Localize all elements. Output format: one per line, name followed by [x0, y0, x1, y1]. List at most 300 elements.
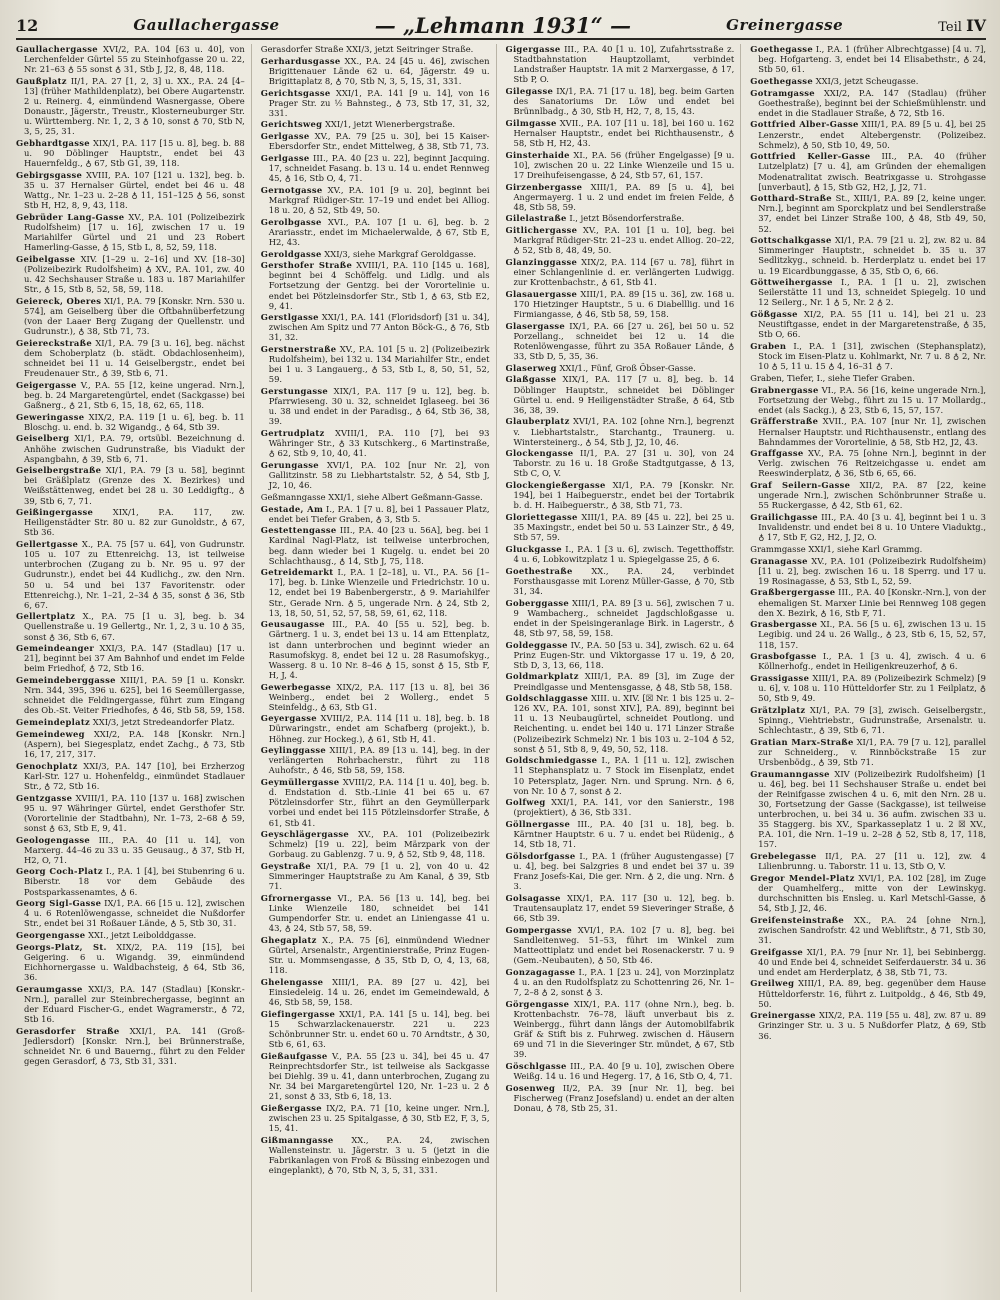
street-name: Grabnergasse [750, 384, 819, 395]
street-name: Georg Coch-Platz [16, 866, 103, 877]
street-name: Greifgasse [750, 946, 803, 957]
street-name: Gellertgasse [16, 539, 79, 550]
street-entry [506, 967, 735, 997]
street-entry [750, 309, 986, 339]
street-entry [750, 448, 986, 478]
street-entry [506, 893, 735, 923]
street-entry [261, 249, 490, 259]
street-description: XV., P.A. 101 (Polizeibezirk Schmelz) [19 u. 22], beim Märzpark von der Gorbaug. zu Gablenzg. 7 u. 9, ♁ 52, Stb 9, 48, 118. [268, 829, 490, 860]
street-description: XII/2, P.A. 87 [22, keine ungerade Nrn.], zwischen Schönbrunner Straße u. 55 Ruckergasse, ♁ 42, Stb 61, 62. [758, 480, 986, 511]
street-description: XIX/1, P.A. 117 [15 u. 8], beg. b. 88 u. 90 Döblinger Hauptstr., endet bei 43 Hauernfeldg., ♁ 67, Stb G1, 39, 118. [24, 138, 245, 169]
street-description: XVI/1, P.A. 102 [nur Nr. 2], von Gallitzinstr. 58 zu Liebhartstalstr. 52, ♁ 54, Stb J, J2, 10, 46. [268, 459, 490, 491]
street-description: XVI/1, P.A. 102 [7 u. 8], beg. bei Sandleitenweg. 51–53, führt im Winkel zum Matteottiplatz und endet bei Rosenackerstr. 7 u. 9 (Gem.-Neubauten), ♁ 50, Stb 46. [513, 924, 735, 966]
street-description: XXI/1, P.A. 141 [9 u. 14], von 16 Prager Str. zu ½ Bahnsteg., ♁ 73, Stb 17, 31, 32, 331. [268, 87, 490, 118]
street-entry [750, 1010, 986, 1040]
street-name: Gitlichergasse [505, 225, 578, 236]
street-entry [261, 119, 490, 129]
street-name: Gotthard-Straße [750, 193, 832, 204]
street-entry [261, 1051, 490, 1101]
street-description: XVIII/2, P.A. 114 [11 u. 18], beg. b. 18 Dürwaringstr., endet am Schafberg (projekt.), b. Höhneg. zur Hockeg.), ♁ 61, Stb H, 41. [268, 713, 490, 744]
street-description: XVIII, P.A. 107 [121 u. 132], beg. b. 35 u. 37 Hernalser Gürtel, endet bei 46 u. 48 Wattg., Nr. 1–23 u. 2–28 ♁ 11, 151–125 ♁ 56, sonst Stb H, H2, 8, 9, 43, 118. [24, 169, 245, 211]
street-description: XI/1, P.A. 79 [Konskr. Nr. 194], bei 1 Haibeguerstr., endet bei der Tortabrik b. d. H. Haibeguerstr., ♁ 38, Stb 71, 73. [513, 480, 735, 511]
street-description: X., P.A. 75 [57 u. 64], von Gudrunstr. 105 u. 107 zu Ettenreichg. 13, ist teilweise unterbrochen (Zugang zu b. Nr. 95 u. 97 der Gudrunstr.), endet bei 44 Kudlichg., zw. den Nrn. 50 u. 54 und bei 137 Favoritenstr. oder Ettenreichg.), Nr. 1–21, 2–34 ♁ 35, sonst ♁ 36, Stb 6, 67. [24, 539, 245, 610]
street-entry [16, 942, 245, 982]
street-name: Girzenbergasse [505, 181, 583, 192]
street-description: I., P.A. 1 [1 u. 2], zwischen Seilerstätte 11 und 13, schneidet Spiegelg. 10 und 12 Seilerg., Nr. 1 ♁ 5, Nr. 2 ♁ 2. [758, 277, 986, 308]
street-name: Geraumgasse [16, 983, 83, 994]
street-entry [506, 448, 735, 478]
column-3 [506, 44, 742, 1292]
street-entry [16, 170, 245, 210]
street-name: Golsagasse [505, 892, 561, 903]
street-name: Gosenweg [505, 1082, 556, 1093]
street-entry [261, 1009, 490, 1049]
street-description: XIX/2, P.A. 119 [55 u. 48], zw. 87 u. 89 Grinzinger Str. u. 3 u. 5 Nußdorfer Platz, ♁ 69, Stb 36. [758, 1010, 986, 1041]
street-description: XIX/2, P.A. 114 [67 u. 78], führt in einer Schlangenlinie d. er. verlängerten Ludwigg. zur Krottenbachstr., ♁ 61, Stb 41. [513, 257, 735, 288]
street-entry [261, 386, 490, 426]
street-description: XV., P.A. 101 (Polizeibezirk Rudolfsheim) [11 u. 2], beg. zwischen 16 u. 18 Sperrg. und 17 u. 19 Rosinagasse, ♁ 53, Stb L, 52, 59. [758, 555, 986, 586]
street-description: XXI/3, P.A. 147 (Stadlau) [Konskr.-Nrn.], parallel zur Steinbrechergasse, beginnt an der Eduard Fischer-G., endet Wagramerstr., ♁ 72, Stb 16. [24, 983, 245, 1025]
street-entry [261, 935, 490, 975]
street-entry [506, 480, 735, 510]
street-description: XIII/1, P.A. 89 [13 u. 14], beg. in der verlängerten Rohrbacherstr., führt zu 118 Auhofstr., ♁ 46, Stb 58, 59, 158. [268, 745, 490, 776]
street-entry [16, 1026, 245, 1066]
street-entry [261, 344, 490, 384]
street-name: Glauberplatz [505, 416, 570, 427]
street-entry [750, 277, 986, 307]
street-entry [506, 182, 735, 212]
street-description: XI/1, P.A. 79 [1 u. 2], von 40 u. 42 Simmeringer Hauptstraße zu Am Kanal, ♁ 39, Stb 71. [268, 861, 490, 892]
street-entry [261, 1103, 490, 1133]
street-name: Gößgasse [750, 309, 798, 320]
street-entry [261, 525, 490, 565]
street-entry [261, 619, 490, 680]
column-4 [750, 44, 986, 1292]
street-description: XIII/1, P.A. 89 [5 u. 4], bei Angermayerg. 1 u. 2 und endet im freien Felde, ♁ 48, Stb 58, 59. [513, 181, 735, 212]
street-description: I., jetzt Bösendorferstraße. [566, 213, 685, 224]
street-entry [16, 465, 245, 505]
street-description: II/1, P.A. 27 [11 u. 12], zw. 4 Lilienbrunng. u. Taborstr. 11 u. 13, Stb O, V. [758, 850, 986, 872]
street-name: Gertrudplatz [260, 428, 325, 439]
street-entry [506, 213, 735, 223]
street-name: Gräfferstraße [750, 416, 819, 427]
street-name: Gerichtsgasse [260, 87, 331, 98]
street-entry [261, 428, 490, 458]
street-entry [16, 675, 245, 715]
street-name: Geusaugasse [260, 619, 325, 630]
street-entry [261, 88, 490, 118]
street-name: Gilelastraße [505, 213, 567, 224]
street-name: Görgengasse [505, 998, 570, 1009]
street-name: Gebirgsgasse [16, 169, 83, 180]
street-description: I., P.A. 1 [2–18], u. VI., P.A. 56 [1–17], beg. b. Linke Wienzeile und Friedrichstr. 10 u. 12, endet bei 19 Babenbergerstr., ♁ 9. Mariahilfer Str., Gerade Nrn. ♁ 5, ungerade Nrn. ♁ 24, Stb 2, 13, 18, 50, 51, 52, 57, 58, 59, 61, 62, 118. [268, 567, 490, 618]
street-entry [261, 312, 490, 342]
street-entry [506, 225, 735, 255]
street-description: XX., P.A. 24 [45 u. 46], zwischen Brigittenauer Lände 62 u. 64, Jägerstr. 49 u. Brigittaplatz 8, ♁ 70, Stb N, 3, 5, 15, 31, 331. [268, 55, 490, 86]
street-description: I., P.A. 1 (früher Albrechtgasse) [4 u. 7], beg. Hofgarteng. 3, endet bei 14 Elisabethstr., ♁ 24, Stb 50, 61. [758, 44, 986, 75]
street-entry [506, 755, 735, 795]
street-name: Graf Seilern-Gasse [750, 480, 851, 491]
street-description: VI., P.A. 56 [13 u. 14], beg. bei Linke Wienzeile 180, schneidet bei 141 Gumpendorfer Str. u. endet an Liniengasse 41 u. 43, ♁ 24, Stb 57, 58, 59. [268, 892, 490, 934]
street-name: Geweringasse [16, 411, 85, 422]
street-entry [506, 925, 735, 965]
street-description: XIII/1, P.A. 89 [3], im Zuge der Preindlgasse und Mentensgasse, ♁ 48, Stb 58, 158. [513, 671, 735, 692]
street-entry [506, 851, 735, 891]
street-description: XIX/2, P.A. 117 [13 u. 8], bei 36 Weinberg., endet bei 2 Wollerg., endet 5 Steinfeldg., ♁ 63, Stb G1. [268, 681, 490, 712]
street-description: XXI/3, jetzt Scheugasse. [812, 75, 919, 86]
street-description: IX/1, P.A. 66 [15 u. 12], zwischen 4 u. 6 Rotenlöwengasse, schneidet die Nußdorfer Str., endet bei 31 Roßauer Lände, ♁ 5, Stb 30, 31. [24, 898, 245, 929]
street-entry [506, 598, 735, 638]
street-entry [261, 504, 490, 524]
street-description: IV., P.A. 50 [53 u. 34], zwisch. 62 u. 64 Prinz Eugen-Str. und Viktorgasse 17 u. 19, ♁ 20, Stb D, 3, 13, 66, 118. [513, 639, 735, 670]
street-name: Gerstnerstraße [260, 344, 337, 355]
street-entry [750, 769, 986, 850]
street-description: XVII., P.A. 107 [11 u. 18], bei 160 u. 162 Hernalser Hauptstr., endet bei Richthausenstr., ♁ 58, Stb H, H2, 43. [513, 117, 735, 149]
street-description: I., P.A. 1 [3 u. 6], zwisch. Tegetthoffstr. 4 u. 6, Lobkowitzplatz 1 u. Spiegelgasse 25, ♁ 6. [513, 543, 735, 564]
street-name: Goethegasse [750, 75, 813, 86]
street-entry [506, 544, 735, 564]
street-entry [16, 338, 245, 378]
street-description: III., P.A. 40 [1 u. 10], Zufahrtsstraße z. Stadtbahnstation Hauptzollamt, verbindet Landstraßer Hauptstr. 1A mit 2 Marxergasse, ♁ 17, Stb P, O. [513, 44, 735, 85]
street-entry [261, 460, 490, 490]
street-name: Geiselberg [16, 433, 70, 444]
street-entry [16, 866, 245, 896]
street-description: XIII/1, P.A. 89, beg. gegenüber dem Hause Hütteldorferstr. 16, führt z. Luitpoldg., ♁ 46, Stb 49, 50. [758, 978, 986, 1009]
street-name: Gerolbgasse [260, 216, 322, 227]
street-name: Gestade, Am [260, 503, 324, 514]
street-name: Goethestraße [505, 565, 573, 576]
street-name: Gerichtsweg [260, 119, 323, 130]
street-name: Graffgasse [750, 448, 804, 459]
street-entry [261, 153, 490, 183]
street-description: XXI/1, P.A. 141 (Floridsdorf) [31 u. 34], zwischen Am Spitz und 77 Anton Böck-G., ♁ 76, Stb 31, 32. [268, 312, 490, 343]
street-name: Gerstlgasse [260, 312, 319, 323]
street-entry [261, 861, 490, 891]
street-entry [16, 44, 245, 74]
street-entry [506, 44, 735, 84]
street-name: Graben [750, 340, 787, 351]
street-name: Genochplatz [16, 760, 78, 771]
street-description: St., XIII/1, P.A. 89 [2, keine unger. Nrn.], beginnt am Sporckplatz und bei Sendlerstraße 37, endet bei Linzer Straße 100, ♁ 48, Stb 49, 50, 52. [758, 193, 986, 234]
street-entry [506, 257, 735, 287]
street-name: Grätzlplatz [750, 704, 806, 715]
street-description: XIII/1, P.A. 89 [15 u. 36], zw. 168 u. 170 Hietzinger Hauptstr., 5 u. 6 Diabelllig. und 16 Firmiangasse, ♁ 46, Stb 58, 59, 158. [513, 288, 735, 320]
header-last-street: Greinergasse [726, 16, 844, 34]
street-entry [16, 793, 245, 833]
street-entry [506, 86, 735, 116]
street-description: XI., P.A. 56 (früher Engelgasse) [9 u. 10], zwischen 20 u. 22 Linke Wienzeile und 15 u. 17 Dreihufeisengasse, ♁ 24, Stb 57, 61, 157. [513, 149, 735, 180]
page-number: 12 [16, 15, 39, 35]
street-entry [750, 851, 986, 871]
street-name: Gerlgasse [260, 152, 310, 163]
street-description: XV., P.A. 101 (Polizeibezirk Rudolfsheim) [17 u. 16], zwischen 17 u. 19 Mariahilfer Gürtel und 21 und 23 Robert Hamerling-Gasse, ♁ 15, Stb L, 8, 52, 59, 118. [24, 211, 245, 253]
street-description: XXI/2, P.A. 147 (Stadlau) (früher Goethestraße), beginnt bei der Schießmühlenstr. und endet in die Stadlauer Straße, ♁ 72, Stb 16. [758, 87, 986, 118]
street-entry [750, 737, 986, 767]
street-name: Gemeindeweg [16, 728, 85, 739]
street-entry [261, 829, 490, 859]
street-description: XXI/3, P.A. 147 (Stadlau) [17 u. 21], beginnt bei 37 Am Bahnhof und endet im Felde beim Friedhof, ♁ 72, Stb 16. [24, 643, 245, 674]
street-description: XVIII/1, P.A. 110 [7], bei 93 Währinger Str., ♁ 33 Kutschkerg., 6 Martinstraße, ♁ 62, Stb 9, 10, 40, 41. [268, 428, 490, 459]
street-description: XI/1, P.A. 79 [3 u. 58], beginnt bei Gräßlplatz (Grenze des X. Bezirkes) und Weißstättenweg, endet bei 28 u. 30 Leddigftg., ♁ 39, Stb 6, 7, 71. [24, 465, 245, 506]
street-entry [750, 341, 986, 371]
street-name: Gießaufgasse [260, 1050, 328, 1061]
street-entry [750, 873, 986, 913]
street-description: V., P.A. 55 [12, keine ungerad. Nrn.], beg. b. 24 Margaretengürtel, endet (Sackgasse) bei Gaßnerg., ♁ 21, Stb 6, 15, 18, 62, 65, 118. [24, 379, 245, 410]
street-name: Glasergasse [505, 320, 566, 331]
street-description: XXI., jetzt Leibolddgasse. [85, 930, 197, 941]
street-description: XVIII/1, P.A. 110 [145 u. 168], beginnt bei 4 Schöffelg. und Lidlg. und als Fortsetzung der Gentzg. bei der Vorortelinie u. endet bei Pötzleinsdorfer Str., Stb 1, ♁ 63, Stb E2, 9, 41. [268, 260, 490, 311]
street-entry [506, 289, 735, 319]
street-entry [506, 693, 735, 754]
street-entry [750, 915, 986, 945]
street-description: XIII/1, P.A. 89 [5 u. 4], bei 25 Lenzerstr., endet Altebergenstr. (Polizeibez. Schmelz), ♁ 50, Stb 10, 49, 50. [758, 119, 986, 150]
street-name: Georg Sigl-Gasse [16, 898, 102, 909]
column-2 [261, 44, 497, 1292]
street-description: III., P.A. 40 (früher Lutzelplatz) [7 u. 4], am Gründen der ehemaligen Modenatralitat zwisch. Beatrixgasse u. Strohgasse [unverbaut], ♁ 15, Stb G2, H2, J, J2, 71. [758, 151, 986, 192]
street-description: XI/1, P.A. 79 [Konskr. Nrn. 530 u. 574], am Geiselberg über die Oftbahnüberfetzung (von der Laaer Berg Zugang der Quellenstr. und Gudrunstr.), ♁ 38, Stb 71, 73. [24, 295, 245, 337]
street-name: Gebhardtgasse [16, 138, 90, 149]
street-description: II/1, P.A. 27 [31 u. 30], von 24 Taborstr. zu 16 u. 18 Große Stadtgutgasse, ♁ 13, Stb C, O, V. [513, 448, 735, 479]
street-entry [506, 150, 735, 180]
street-name: Gonzagagasse [505, 966, 576, 977]
street-entry [16, 507, 245, 537]
street-entry [750, 512, 986, 542]
street-entry [750, 88, 986, 118]
street-entry [261, 682, 490, 712]
street-name: Gloriettegasse [505, 512, 578, 523]
street-name: Göllnergasse [505, 819, 571, 830]
street-description: XV., P.A. 101 [1 u. 10], beg. bei Markgraf Rüdiger-Str. 21–23 u. endet Alliog. 20–22, ♁ 52, Stb 8, 48, 49, 50. [513, 225, 735, 256]
street-name: Gewerbegasse [260, 681, 332, 692]
street-name: Geylinggasse [260, 745, 327, 756]
street-entry [506, 797, 735, 817]
street-name: Glasauergasse [505, 288, 578, 299]
street-name: Gernotgasse [260, 184, 323, 195]
street-entry [750, 556, 986, 586]
street-name: Gigergasse [505, 44, 561, 54]
street-name: Giefingergasse [260, 1008, 336, 1019]
street-description: Gerasdorfer Straße XXI/3, jetzt Seitringer Straße. [260, 44, 474, 54]
street-description: XV., P.A. 101 [9 u. 20], beginnt bei Markgraf Rüdiger-Str. 17–19 und endet bei Alliog. 18 u. 20, ♁ 52, Stb 49, 50. [268, 184, 490, 215]
street-name: Geymüllergasse [260, 777, 340, 788]
street-description: IX/1, P.A. 71 [17 u. 18], beg. beim Garten des Sanatoriums Dr. Löw und endet bei Brünnlbadg., ♁ 30, Stb H, H2, 7, 8, 15, 43. [513, 85, 735, 117]
street-name: Glanzinggasse [505, 257, 578, 268]
street-name: Goldeggasse [505, 639, 568, 650]
street-entry [261, 492, 490, 502]
street-name: Gfrornergasse [260, 892, 332, 903]
street-entry [506, 671, 735, 691]
street-name: Geologengasse [16, 834, 91, 845]
street-name: Geyschlägergasse [260, 829, 350, 840]
street-entry [506, 1061, 735, 1081]
street-description: XI/1, P.A. 79 [3], zwisch. Geiselbergstr., Spinng., Viehtriebstr., Gudrunstraße, Arsenalstr. u. Schlechtastr., ♁ 39, Stb 6, 71. [758, 704, 986, 736]
street-entry [750, 416, 986, 446]
street-entry [750, 619, 986, 649]
street-description: XVII., P.A. 107 [nur Nr. 1], zwischen Hernalser Hauptstr. und Richthausenstr., entlang des Bahndammes der Vorortelinie, ♁ 58, Stb H2, J2, 43. [758, 416, 986, 447]
street-name: Geystraße [260, 861, 311, 872]
street-name: Graßbergergasse [750, 587, 836, 598]
street-name: Glockengießergasse [505, 480, 606, 491]
street-description: XIII/1, P.A. 89 [27 u. 42], bei Einsiedeleig. 14 u. 26, endet im Gemeindewald, ♁ 46, Stb 58, 59, 158. [268, 976, 490, 1008]
street-entry [16, 254, 245, 294]
street-description: XXI/1, jetzt Wienerbergstraße. [322, 119, 456, 130]
street-entry [16, 729, 245, 759]
street-entry [506, 999, 735, 1060]
street-description: XX., P.A. 24, verbindet Forsthausgasse mit Lorenz Müller-Gasse, ♁ 70, Stb 31, 34. [513, 565, 735, 596]
street-name: Granagasse [750, 555, 808, 566]
street-name: Graumanngasse [750, 768, 830, 779]
street-entry [16, 138, 245, 168]
street-entry [506, 640, 735, 670]
street-entry [261, 893, 490, 933]
street-entry [750, 235, 986, 275]
street-description: XIII/1, P.A. 89 [3 u. 56], zwischen 7 u. 9 Wambacherg., schneidet Jagdschloßgasse u. endet in der Speisingeranlage Birk. in Lagerstr., ♁ 48, Stb 97, 58, 59, 158. [513, 597, 735, 638]
street-entry [16, 539, 245, 610]
street-description: XIX/2, P.A. 119 [1 u. 6], beg. b. 11 Bloschg. u. end. b. 32 Wigandg., ♁ 64, Stb 39. [24, 411, 245, 432]
street-entry [261, 745, 490, 775]
street-name: Gerstungasse [260, 386, 329, 397]
street-description: III., P.A. 40 [Konskr.-Nrn.], von der ehemaligen St. Marxer Linie bei Rennweg 108 gegen den X. Bezirk, ♁ 16, Stb F, 71. [758, 587, 986, 618]
street-description: II/1, P.A. 27 [1, 2, 3] u. XX., P.A. 24 [4–13] (früher Mathildenplatz), bei Obere Augartenstr. 2 u. Reinerg. 4, einmündend Wasnergasse, Obere Donaustr., Jägerstr., Treustr., Klosterneuburger Str. u. Württemberg. Nr. 1, 2, 3 ♁ 10, sonst ♁ 70, Stb N, 3, 5, 25, 31. [24, 75, 245, 137]
street-description: I., P.A. 1 [31], zwischen (Stephansplatz), Stock im Eisen-Platz u. Kohlmarkt, Nr. 7 u. 8 ♁ 2, Nr. 10 ♁ 5, 11 u. 15 ♁ 4, 16–31 ♁ 7. [758, 340, 986, 372]
street-description: XV., P.A. 101 [5 u. 2] (Polizeibezirk Rudolfsheim), bei 132 u. 134 Mariahilfer Str., endet bei 1 u. 3 Langauerg., ♁ 53, Stb L, 8, 50, 51, 52, 59. [268, 344, 490, 385]
street-description: XI/2, P.A. 55 [11 u. 14], bei 21 u. 23 Neustiftgasse, endet in der Margaretenstraße, ♁ 35, Stb O, 66. [758, 309, 986, 340]
street-name: Gestettengasse [260, 525, 337, 536]
street-name: Gaullachergasse [16, 44, 98, 54]
street-description: XIX/1, P.A. 117 (ohne Nrn.), beg. b. Krottenbachstr. 76–78, läuft unverbaut bis z. Weinbergg., führt dann längs der Automobilfabrik Gräf & Stift bis z. Fuhrweg. zwischen d. Häusern 69 und 71 in die Sieveringer Str. mündet, ♁ 67, Stb 39. [513, 998, 735, 1060]
street-description: XIII/1, P.A. 89 [45 u. 22], bei 25 u. 35 Maxingstr., endet bei 50 u. 53 Lainzer Str., ♁ 49, Stb 57, 59. [513, 512, 735, 543]
street-name: Georgengasse [16, 930, 86, 941]
street-name: Goldmarkplatz [505, 671, 579, 682]
street-entry [16, 898, 245, 928]
street-description: XVI/1, P.A. 102 [ohne Nrn.], begrenzt v. Liebhartstalstr., Starchantg., Traunerg. u. Wintersteinerg., ♁ 54, Stb J, J2, 10, 46. [513, 416, 735, 447]
street-description: XXI/3, P.A. 147 [10], bei Erzherzog Karl-Str. 127 u. Hohenfeldg., einmündet Stadlauer Str., ♁ 72, Stb 16. [24, 760, 245, 791]
street-name: Gießergasse [260, 1102, 322, 1113]
street-description: XVIII/2, P.A. 114 [1 u. 40], beg. b. d. Endstation d. Stb.-Linie 41 bei 65 u. 67 Pötzleinsdorfer Str., führt an den Geymüllerpark vorbei und endet bei 115 Pötzleinsdorfer Straße, ♁ 61, Stb 41. [268, 777, 490, 828]
street-name: Glaßgasse [505, 374, 557, 385]
street-name: Grassigasse [750, 673, 810, 683]
street-description: III., P.A. 40 [23 u. 22], beginnt Jacquing. 17, schneidet Fasang. b. 13 u. 14 u. endet Rennweg 45, ♁ 16, Stb O, 4, 71. [268, 152, 490, 184]
street-entry [750, 673, 986, 703]
street-entry [506, 118, 735, 148]
part-indicator [938, 16, 986, 35]
street-entry [261, 567, 490, 617]
street-description: XIX/1, P.A. 117 [7 u. 8], beg. b. 14 Döblinger Hauptstr., schneidet bei Döblinger Gürtel u. end. 9 Heiligenstädter Straße, ♁ 64, Stb 36, 38, 39. [513, 374, 735, 415]
page-header [16, 12, 986, 40]
header-first-street: Gaullachergasse [133, 16, 280, 34]
street-name: Geißingergasse [16, 507, 94, 518]
street-entry [506, 1083, 735, 1113]
street-entry [750, 651, 986, 671]
street-description: XI/1, P.A. 79 [3 u. 16], beg. nächst dem Schoberplatz (b. städt. Obdachlosenheim), schneidet bei 11 u. 14 Geiselbergstr., endet bei Freudenauer Str., ♁ 39, Stb 6, 71. [24, 337, 245, 379]
street-name: Glaserweg [505, 362, 557, 373]
street-entry [16, 380, 245, 410]
street-name: Gerhardusgasse [260, 55, 341, 66]
street-description: XIV (Polizeibezirk Rudolfsheim) [1 u. 46], beg. bei 11 Sechshauser Straße u. endet bei der Reinifgasse zwischen 4 u. 6, mit den Nrn. 28 u. 30, Fortsetzung der Gasse (Sackgasse), ist teilweise unterbrochen, u. bei 34 u. 36 aufm. zwischen 33 u. 35 Staggerg. bis XV., Sparkasseplatz 1 u. 2 ☒ XV., P.A. 101, die Nrn. 1–19 u. 2–28 ♁ 52, Stb 8, 17, 118, 157. [758, 768, 986, 850]
street-entry [750, 480, 986, 510]
street-name: Goberggasse [505, 597, 570, 608]
street-description: XIX/2, P.A. 119 [15], bei Geigering. 6 u. Wigandg. 39, einmündend Eichhornergasse u. Waldbachsteig, ♁ 64, Stb 36, 36. [24, 941, 245, 983]
street-entry [750, 193, 986, 233]
street-description: III., P.A. 40 [23 u. 56A], beg. bei 1 Kardinal Nagl-Platz, ist teilweise unterbrochen, beg. dann wieder bei 1 Kugelg. u. endet bei 20 Schlachthausg., ♁ 14, Stb J, 75, 118. [268, 525, 490, 566]
street-name: Gerlgasse [260, 131, 310, 142]
street-name: Gißmanngasse [260, 1134, 334, 1145]
street-entry [506, 374, 735, 414]
street-name: Gebrüder Lang-Gasse [16, 211, 125, 222]
street-description: XXI/1., Fünf, Groß Öbser-Gasse. [556, 362, 696, 373]
street-name: Gregor Mendel-Platz [750, 872, 855, 883]
part-number: IV [966, 15, 986, 35]
street-name: Goethegasse [750, 44, 813, 54]
street-description: X., P.A. 75 [1 u. 3], beg. b. 34 Quellenstraße u. 19 Gellertg., Nr. 1, 2, 3 u. 10 ♁ 35, sonst ♁ 36, Stb 6, 67. [24, 611, 245, 642]
street-name: Greinergasse [750, 1010, 816, 1021]
street-name: Greilweg [750, 978, 795, 989]
street-entry [750, 76, 986, 86]
street-description: XXI/3, jetzt Stredeandorfer Platz. [90, 717, 235, 728]
street-description: XXI/3, siehe Markgraf Geroldgasse. [321, 248, 476, 259]
street-entry [261, 44, 490, 54]
street-name: Geyergasse [260, 713, 317, 724]
street-entry [261, 977, 490, 1007]
street-name: Göschlgasse [505, 1060, 567, 1071]
street-name: Ginsterhaide [505, 149, 570, 160]
street-name: Geigergasse [16, 379, 77, 390]
street-name: Gemeindeberggasse [16, 675, 116, 686]
street-description: III., P.A. 40 [55 u. 52], beg. b. Gärtnerg. 1 u. 3, endet bei 13 u. 14 am Ettenplatz, ist dann unterbrochen und beginnt wieder an Rasumofskyg. 8, endet bei 12 u. 28 Rasumofskyg., Wasserg. 8 u. 10 Nr. 8–46 ♁ 15, sonst ♁ 15, Stb F, H, J, 4. [268, 619, 490, 680]
street-description: XXI/2, P.A. 148 [Konskr. Nrn.] (Aspern), bei Siegesplatz, endet Zachg., ♁ 73, Stb 16, 17, 217, 317. [24, 728, 245, 759]
street-entry [16, 296, 245, 336]
street-name: Geiereck, Oberes [16, 295, 102, 306]
street-entry [506, 512, 735, 542]
street-name: Goldschmiedgasse [505, 755, 598, 766]
street-name: Ghelengasse [260, 976, 324, 987]
street-columns [16, 44, 986, 1292]
part-label: Teil [938, 19, 962, 35]
street-description: V., P.A. 55 [23 u. 34], bei 45 u. 47 Reinprechtsdorfer Str., ist teilweise als Sackgasse bei Diehlg. 39 u. 41, dann unterbrochen, Zugang zu Nr. 34 bei Margaretengürtel 120, Nr. 1–23 u. 2 ♁ 21, sonst ♁ 33, Stb 6, 18, 13. [268, 1050, 490, 1102]
street-entry [750, 373, 986, 383]
street-description: XI/1, P.A. 79 [21 u. 2], zw. 82 u. 84 Simmeringer Hauptstr., schneidet b. 35 u. 37 Sedlitzkyg., schneid. b. Herderplatz u. endet bei 17 u. 19 Eicardbunggasse, ♁ 35, Stb O, 6, 66. [758, 235, 986, 276]
street-entry [506, 819, 735, 849]
street-description: XXI/1, P.A. 141 (Groß-Jedlersdorf) [Konskr. Nrn.], bei Brünnerstraße, schneidet Nr. 6 und Bauerng., führt zu den Felder gegen Gerasdorf, ♁ 73, Stb 31, 331. [24, 1025, 245, 1067]
street-name: Geiereckstraße [16, 337, 92, 348]
street-entry [16, 212, 245, 252]
street-description: XIV. [1–29 u. 2–16] und XV. [18–30] (Polizeibezirk Rudolfsheim) ♁ XV., P.A. 101, zw. 40 u. 42 Sechshauser Straße u. 183 u. 187 Mariahilfer Str., ♁ 15, Stb 8, 52, 58, 59, 118. [24, 253, 245, 295]
street-description: XI., P.A. 56 [5 u. 6], zwischen 13 u. 15 Legibig. und 24 u. 26 Wallg., ♁ 23, Stb 6, 15, 52, 57, 118, 157. [758, 619, 986, 650]
street-name: Gentzgasse [16, 792, 73, 803]
street-description: IX/1, P.A. 66 [27 u. 26], bei 50 u. 52 Porzellang., schneidet bei 12 u. 14 die Rotenlöwengasse, führt zu 35A Roßauer Lände, ♁ 33, Stb D, 5, 35, 36. [513, 320, 735, 362]
street-description: VI., P.A. 56 [16, keine ungerade Nrn.], Fortsetzung der Webg., führt zu 15 u. 17 Mollardg., endet (als Sackg.), ♁ 23, Stb 6, 15, 57, 157. [758, 384, 986, 415]
street-name: Gratian Marx-Straße [750, 736, 854, 747]
street-name: Grasbergasse [750, 619, 818, 630]
street-description: I., P.A. 1 [3 u. 4], zwisch. 4 u. 6 Köllnerhofg., endet in Heiligenkreuzerhof, ♁ 6. [758, 651, 986, 672]
street-entry [750, 978, 986, 1008]
street-description: XVI., P.A. 107 [1 u. 6], beg. b. 2 Arariasstr., endet im Michaelerwalde, ♁ 67, Stb E, H2, 43. [268, 216, 490, 247]
street-description: IX/2, P.A. 71 [10, keine unger. Nrn.], zwischen 23 u. 25 Spitalgasse, ♁ 30, Stb E2, F, 3, 5, 15, 41. [268, 1102, 490, 1133]
street-description: III., P.A. 40 [9 u. 10], zwischen Obere Weißg. 14 u. 16 und Hegerg. 17, ♁ 16, Stb O, 4, 71. [513, 1060, 735, 1081]
street-entry [16, 930, 245, 940]
street-description: I., P.A. 1 [7 u. 8], bei 1 Passauer Platz, endet bei Tiefer Graben, ♁ 3, Stb 5. [268, 503, 490, 524]
street-entry [506, 416, 735, 446]
street-description: XVI/2, P.A. 104 [63 u. 40], von Lerchenfelder Gürtel 55 zu Steinhofgasse 20 u. 22, Nr. 21–63 ♁ 55 sonst ♁ 31, Stb J, J2, 8, 48, 118. [24, 44, 245, 75]
street-entry [261, 260, 490, 310]
street-description: I., P.A. 1 [23 u. 24], von Morzinplatz 4 u. an den Rudolfsplatz zu Schottenring 26, Nr. 1–7, 2–8 ♁ 2, sonst ♁ 3. [513, 966, 735, 997]
street-entry [16, 412, 245, 432]
street-description: XIX/1, P.A. 117 [9 u. 12], beg. b. Pfarrwieseng. 30 u. 32, schneidet Iglaseeg. bei 36 u. 38 und endet in der Paradisg., ♁ 64, Stb 36, 38, 39. [268, 386, 490, 427]
street-entry [261, 131, 490, 151]
street-name: Gemeindeplatz [16, 717, 91, 728]
street-name: Gilegasse [505, 85, 554, 96]
street-description: XXI/1, P.A. 141, vor den Sanierstr., 198 (projektiert), ♁ 36, Stb 331. [513, 797, 735, 818]
